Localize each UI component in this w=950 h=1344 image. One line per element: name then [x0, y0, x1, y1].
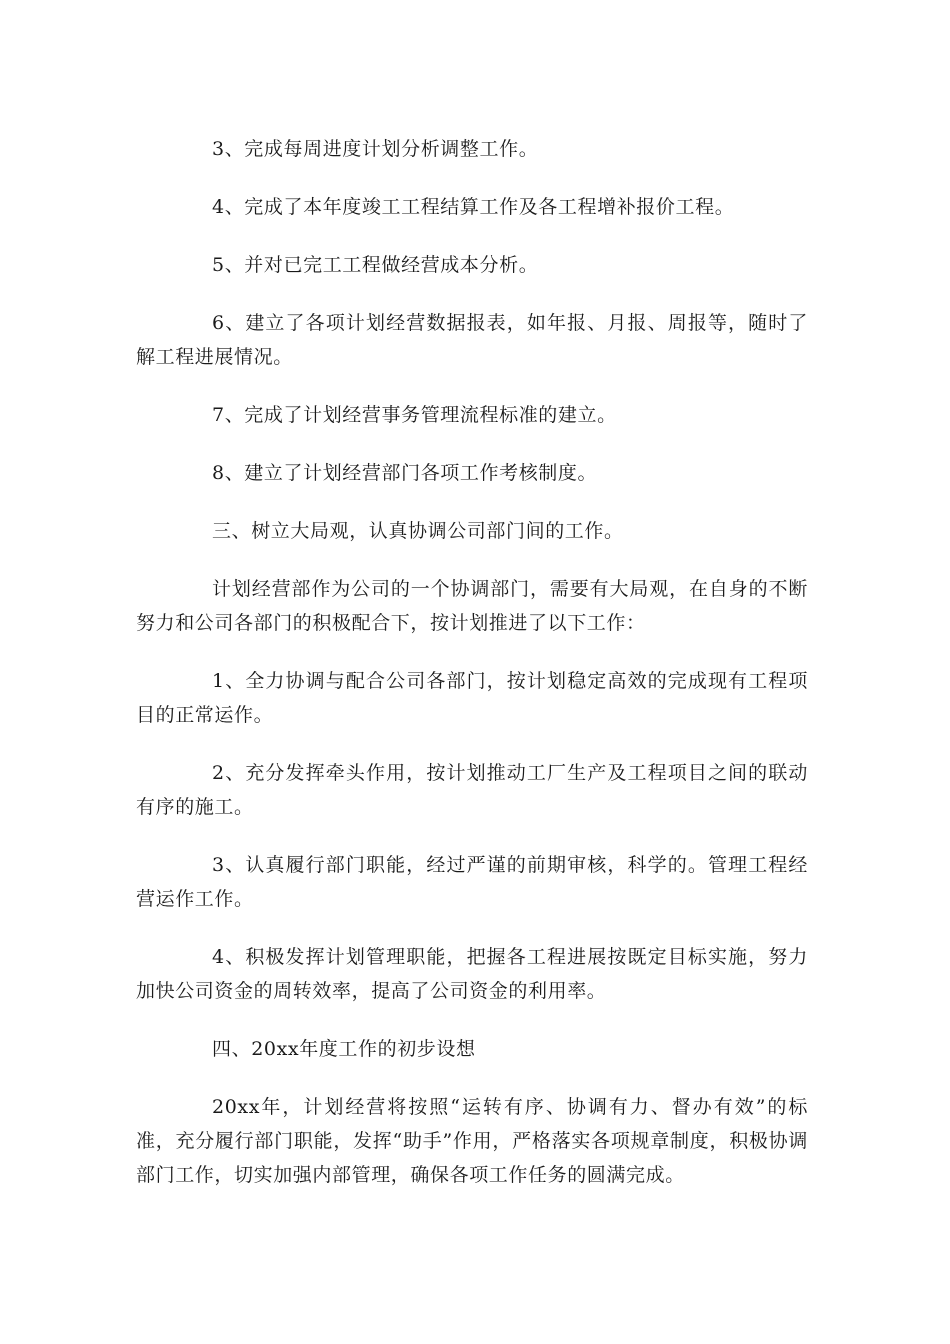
list-item-6-reports: 6、建立了各项计划经营数据报表，如年报、月报、周报等，随时了解工程进展情况。: [136, 312, 808, 368]
list-item-7-process-standards: 7、完成了计划经营事务管理流程标准的建立。: [212, 404, 617, 426]
list-item-8-assessment: 8、建立了计划经营部门各项工作考核制度。: [212, 462, 598, 484]
section-4-body: 20xx年，计划经营将按照“运转有序、协调有力、督办有效”的标准，充分履行部门职能，发挥“助手”作用，严格落实各项规章制度，积极协调部门工作，切实加强内部管理，确保各项工作任务的圆满完成。: [136, 1096, 808, 1186]
list-item-5-cost-analysis: 5、并对已完工工程做经营成本分析。: [212, 254, 539, 276]
section-heading-3: 三、树立大局观，认真协调公司部门间的工作。: [212, 520, 624, 542]
section-3-intro: 计划经营部作为公司的一个协调部门，需要有大局观，在自身的不断努力和公司各部门的积极配合下，按计划推进了以下工作：: [136, 578, 808, 634]
list-item-3-weekly-schedule: 3、完成每周进度计划分析调整工作。: [212, 138, 539, 160]
list-item-4-settlement: 4、完成了本年度竣工工程结算工作及各工程增补报价工程。: [212, 196, 735, 218]
section-3-item-2: 2、充分发挥牵头作用，按计划推动工厂生产及工程项目之间的联动有序的施工。: [136, 762, 808, 818]
section-3-item-3: 3、认真履行部门职能，经过严谨的前期审核，科学的。管理工程经营运作工作。: [136, 854, 808, 910]
section-heading-4: 四、20xx年度工作的初步设想: [212, 1038, 476, 1060]
section-3-item-4: 4、积极发挥计划管理职能，把握各工程进展按既定目标实施，努力加快公司资金的周转效率，提高了公司资金的利用率。: [136, 946, 808, 1002]
section-3-item-1: 1、全力协调与配合公司各部门，按计划稳定高效的完成现有工程项目的正常运作。: [136, 670, 808, 726]
document-body: [136, 132, 808, 1192]
